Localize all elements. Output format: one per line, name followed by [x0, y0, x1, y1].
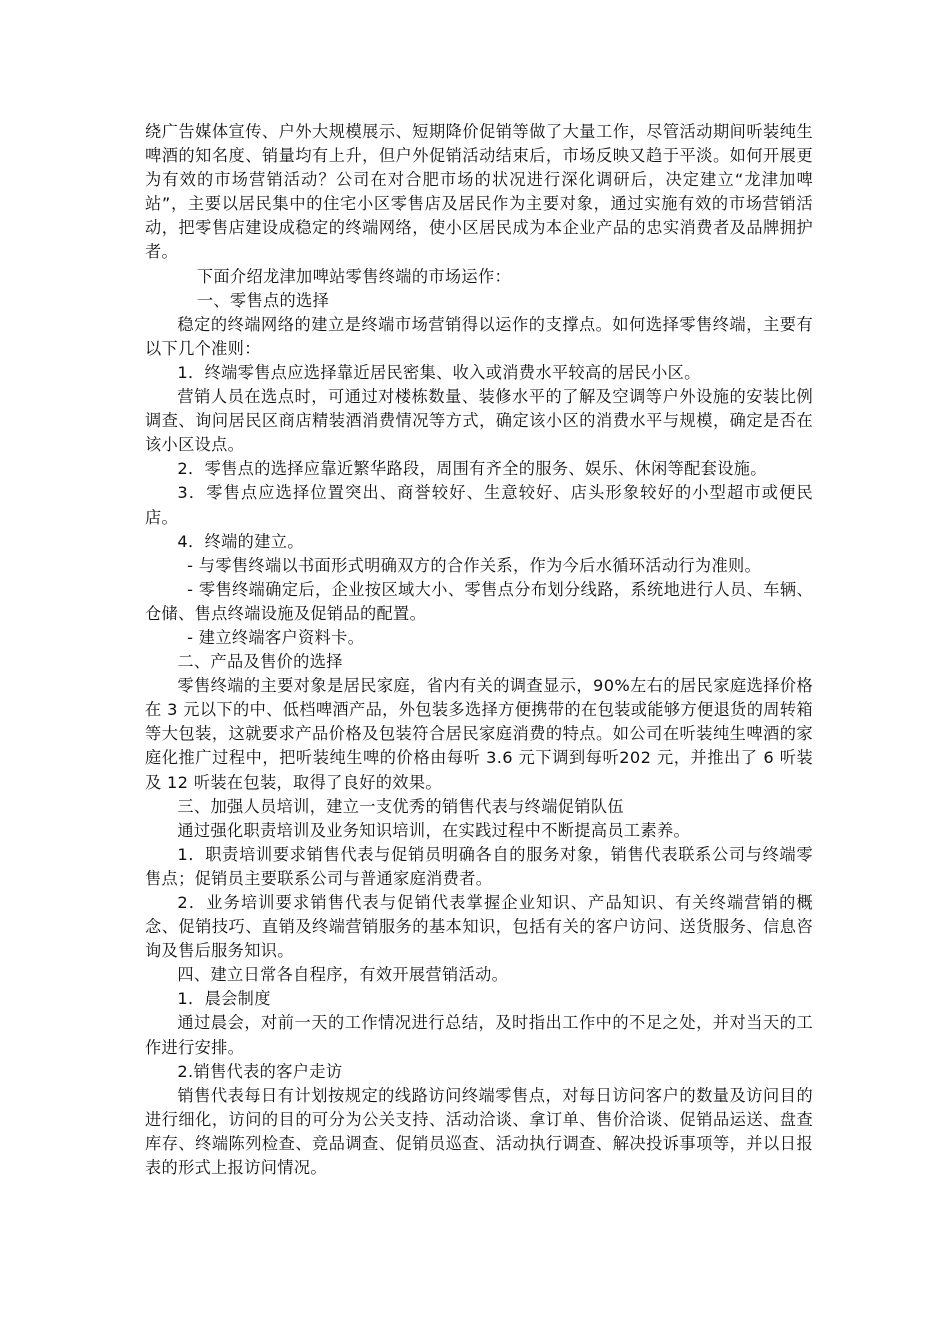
paragraph: 通过强化职责培训及业务知识培训，在实践过程中不断提高员工素养。: [177, 820, 691, 840]
document-body: [145, 120, 813, 1180]
list-item: 1．终端零售点应选择靠近居民密集、收入或消费水平较高的居民小区。: [177, 362, 701, 382]
paragraph: 零售终端的主要对象是居民家庭，省内有关的调查显示，90%左右的居民家庭选择价格在 3 元以下的中、低档啤酒产品，外包装多选择方便携带的在包装或能够方便退货的周转箱等大包装，这就要求产品价格及包装符合居民家庭消费的特点。如公司在听装纯生啤酒的家庭化推广过程中，把听装纯生啤的价格由每听 3.6 元下调到每听202 元，并推出了 6 听装及 12 听装在包装，取得了良好的效果。: [145, 676, 813, 792]
section-heading-2: 二、产品及售价的选择: [177, 652, 343, 672]
section-heading-3: 三、加强人员培训，建立一支优秀的销售代表与终端促销队伍: [177, 796, 624, 816]
list-item: 2.销售代表的客户走访: [177, 1061, 343, 1081]
dash-item: - 零售终端确定后，企业按区域大小、零售点分布划分线路，系统地进行人员、车辆、仓储、售点终端设施及促销品的配置。: [145, 579, 813, 623]
list-item: 2．业务培训要求销售代表与促销代表掌握企业知识、产品知识、有关终端营销的概念、促销技巧、直销及终端营销服务的基本知识，包括有关的客户访问、送货服务、信息咨询及售后服务知识。: [145, 893, 813, 961]
section-heading-4: 四、建立日常各自程序，有效开展营销活动。: [177, 965, 509, 985]
section-heading-1: 一、零售点的选择: [196, 290, 330, 310]
dash-item: - 与零售终端以书面形式明确双方的合作关系，作为今后水循环活动行为准则。: [187, 555, 762, 575]
paragraph-lead: 下面介绍龙津加啤站零售终端的市场运作：: [196, 266, 512, 286]
paragraph: 销售代表每日有计划按规定的线路访问终端零售点，对每日访问客户的数量及访问目的进行细化，访问的目的可分为公关支持、活动洽谈、拿订单、售价洽谈、促销品运送、盘查库存、终端陈列检查、竞品调查、促销员巡查、活动执行调查、解决投诉事项等，并以日报表的形式上报访问情况。: [145, 1085, 813, 1178]
dash-item: - 建立终端客户资料卡。: [187, 627, 365, 647]
paragraph: 通过晨会，对前一天的工作情况进行总结，及时指出工作中的不足之处，并对当天的工作进行安排。: [145, 1013, 813, 1057]
paragraph: 稳定的终端网络的建立是终端市场营销得以运作的支撑点。如何选择零售终端，主要有以下几个准则：: [145, 314, 813, 358]
list-item: 1．职责培训要求销售代表与促销员明确各自的服务对象，销售代表联系公司与终端零售点；促销员主要联系公司与普通家庭消费者。: [145, 844, 813, 888]
list-item: 4．终端的建立。: [177, 531, 304, 551]
paragraph-intro: 绕广告媒体宣传、户外大规模展示、短期降价促销等做了大量工作，尽管活动期间听装纯生啤酒的知名度、销量均有上升，但户外促销活动结束后，市场反映又趋于平淡。如何开展更为有效的市场营销活动？公司在对合肥市场的状况进行深化调研后，决定建立“龙津加啤站”，主要以居民集中的住宅小区零售店及居民作为主要对象，通过实施有效的市场营销活动，把零售店建设成稳定的终端网络，使小区居民成为本企业产品的忠实消费者及品牌拥护者。: [145, 122, 813, 262]
paragraph: 营销人员在选点时，可通过对楼栋数量、装修水平的了解及空调等户外设施的安装比例调查、询问居民区商店精装酒消费情况等方式，确定该小区的消费水平与规模，确定是否在该小区设点。: [145, 387, 813, 455]
list-item: 1．晨会制度: [177, 989, 271, 1009]
list-item: 2．零售点的选择应靠近繁华路段，周围有齐全的服务、娱乐、休闲等配套设施。: [177, 459, 767, 479]
list-item: 3．零售点应选择位置突出、商誉较好、生意较好、店头形象较好的小型超市或便民店。: [145, 483, 813, 527]
